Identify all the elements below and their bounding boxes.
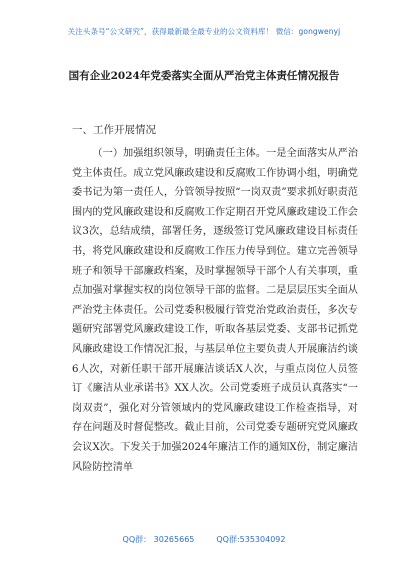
header-promo-note: 关注头条号“公文研究”，获得最新最全最专业的公文资料库！ 微信：gongwenyj (67, 27, 341, 36)
section-heading: 一、工作开展情况 (72, 124, 156, 136)
document-title: 国有企业2024年党委落实全面从严治党主体责任情况报告 (68, 70, 340, 82)
footer-qq-group-1: QQ群： 30265665 (122, 535, 195, 544)
footer-qq-group-2: QQ群:535304092 (216, 535, 286, 544)
body-paragraph: （一）加强组织领导，明确责任主体。一是全面落实从严治党主体责任。成立党风廉政建设和反腐败工作协调小组，明确党委书记为第一责任人，分管领导按照“一岗双责”要求抓好职责范围内的党风廉政建设和反腐败工作定期召开党风廉政建设工作会议3次，总结成绩，部署任务，逐级签订党风廉政建设目标责任书，将党风廉政建设和反腐败工作压力传导到位。建立完善领导班子和领导干部廉政档案，及时掌握领导干部个人有关事项，重点加强对掌握实权的岗位领导干部的监督。二是层层压实全面从严治党主体责任。公司党委积极履行管党治党政治责任，多次专题研究部署党风廉政建设工作，听取各基层党委、支部书记抓党风廉政建设工作情况汇报，与基层单位主要负责人开展廉洁约谈6人次，对新任职干部开展廉洁谈话X人次，与重点岗位人员签订《廉洁从业承诺书》XX人次。公司党委班子成员认真落实“一岗双责”，强化对分管领域内的党风廉政建设工作检查指导，对存在问题及时督促整改。截止目前，公司党委专题研究党风廉政会议X次。下发关于加强2024年廉洁工作的通知X份，制定廉洁风险防控清单 (72, 148, 358, 473)
footer-contacts (0, 534, 408, 545)
body-text (72, 144, 358, 477)
